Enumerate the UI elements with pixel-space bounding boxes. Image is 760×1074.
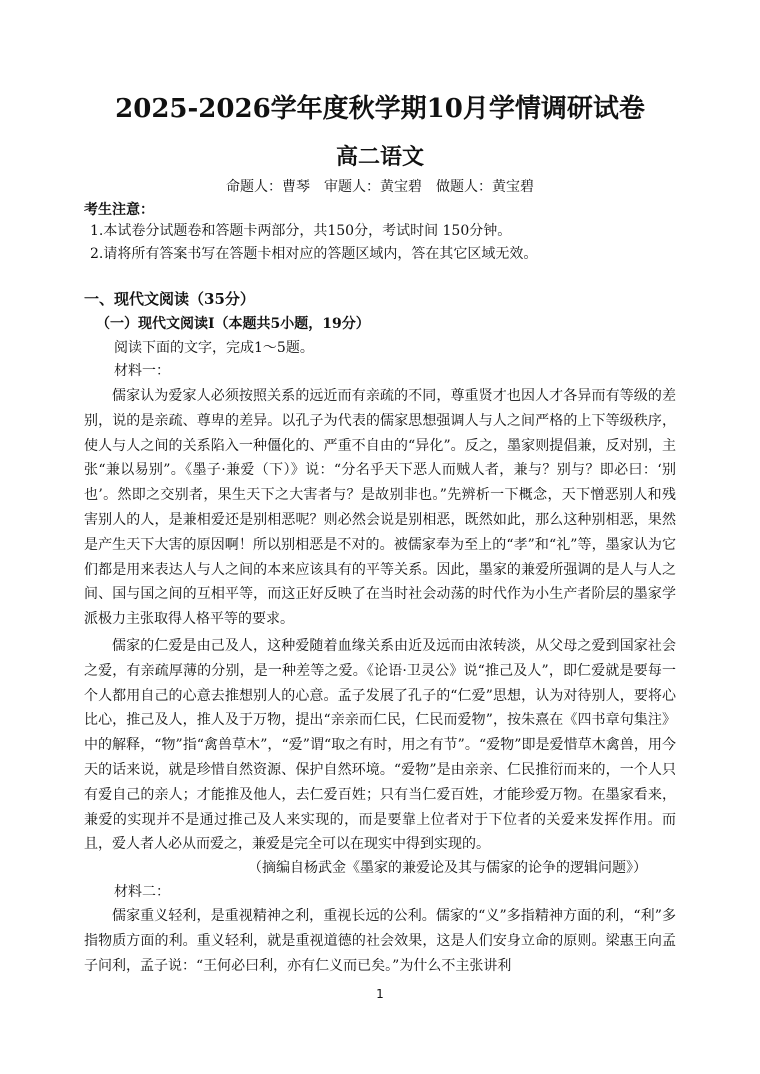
notice-item-1: 1.本试卷分试题卷和答题卡两部分，共150分，考试时间 150分钟。 bbox=[90, 223, 512, 239]
section-title: 一、现代文阅读（35分） bbox=[84, 290, 255, 308]
reading-instruction: 阅读下面的文字，完成1～5题。 bbox=[114, 340, 314, 356]
exam-authors: 命题人：曹琴 审题人：黄宝碧 做题人：黄宝碧 bbox=[226, 179, 534, 195]
material-1-label: 材料一： bbox=[114, 363, 170, 379]
material-1-paragraph-1: 儒家认为爱家人必须按照关系的远近而有亲疏的不同，尊重贤才也因人才各异而有等级的差别，说的是亲疏、尊卑的差异。以孔子为代表的儒家思想强调人与人之间严格的上下等级秩序，使人与人之间的关系陷入一种僵化的、严重不自由的“异化”。反之，墨家则提倡兼，反对别，主张“兼以易别”。《墨子·兼爱（下）》说：“分名乎天下恶人而贼人者，兼与？别与？即必曰：‘别也’。然即之交别者，果生天下之大害者与？是故别非也。”先辨析一下概念，天下憎恶别人和残害别人的人，是兼相爱还是别相恶呢？则必然会说是别相恶，既然如此，那么这种别相恶，果然是产生天下大害的原因啊！所以别相恶是不对的。被儒家奉为至上的“孝”和“礼”等，墨家认为它们都是用来表达人与人之间的本来应该具有的平等关系。因此，墨家的兼爱所强调的是人与人之间、国与国之间的互相平等，而这正好反映了在当时社会动荡的时代作为小生产者阶层的墨家学派极力主张取得人格平等的要求。 bbox=[84, 388, 676, 628]
exam-title: 2025-2026学年度秋学期10月学情调研试卷 bbox=[115, 94, 645, 124]
notice-heading: 考生注意： bbox=[84, 202, 154, 218]
exam-subject: 高二语文 bbox=[335, 144, 424, 170]
material-2-paragraph-1: 儒家重义轻利，是重视精神之利，重视长远的公利。儒家的“义”多指精神方面的利，“利”多指物质方面的利。重义轻利，就是重视道德的社会效果，这是人们安身立命的原则。梁惠王向孟子问利，孟子说：“王何必曰利，亦有仁义而已矣。”为什么不主张讲利 bbox=[84, 908, 676, 974]
material-1-paragraph-2: 儒家的仁爱是由己及人，这种爱随着血缘关系由近及远而由浓转淡，从父母之爱到国家社会之爱，有亲疏厚薄的分别，是一种差等之爱。《论语·卫灵公》说“推己及人”，即仁爱就是要每一个人都用自己的心意去推想别人的心意。孟子发展了孔子的“仁爱”思想，认为对待别人，要将心比心，推己及人，推人及于万物，提出“亲亲而仁民，仁民而爱物”，按朱熹在《四书章句集注》中的解释，“物”指“禽兽草木”，“爱”谓“取之有时，用之有节”。“爱物”即是爱惜草木禽兽，用今天的话来说，就是珍惜自然资源、保护自然环境。“爱物”是由亲亲、仁民推衍而来的，一个人只有爱自己的亲人；才能推及他人，去仁爱百姓；只有当仁爱百姓，才能珍爱万物。在墨家看来，兼爱的实现并不是通过推己及人来实现的，而是要靠上位者对于下位者的关爱来发挥作用。而且，爱人者人必从而爱之，兼爱是完全可以在现实中得到实现的。 bbox=[84, 638, 676, 853]
section-subtitle: （一）现代文阅读Ⅰ（本题共5小题，19分） bbox=[96, 316, 370, 332]
material-1-source: （摘编自杨武金《墨家的兼爱论及其与儒家的论争的逻辑问题》） bbox=[248, 860, 647, 876]
page-number: 1 bbox=[376, 987, 384, 1001]
notice-item-2: 2.请将所有答案书写在答题卡相对应的答题区域内，答在其它区域无效。 bbox=[90, 246, 538, 262]
material-2-label: 材料二： bbox=[114, 884, 170, 900]
